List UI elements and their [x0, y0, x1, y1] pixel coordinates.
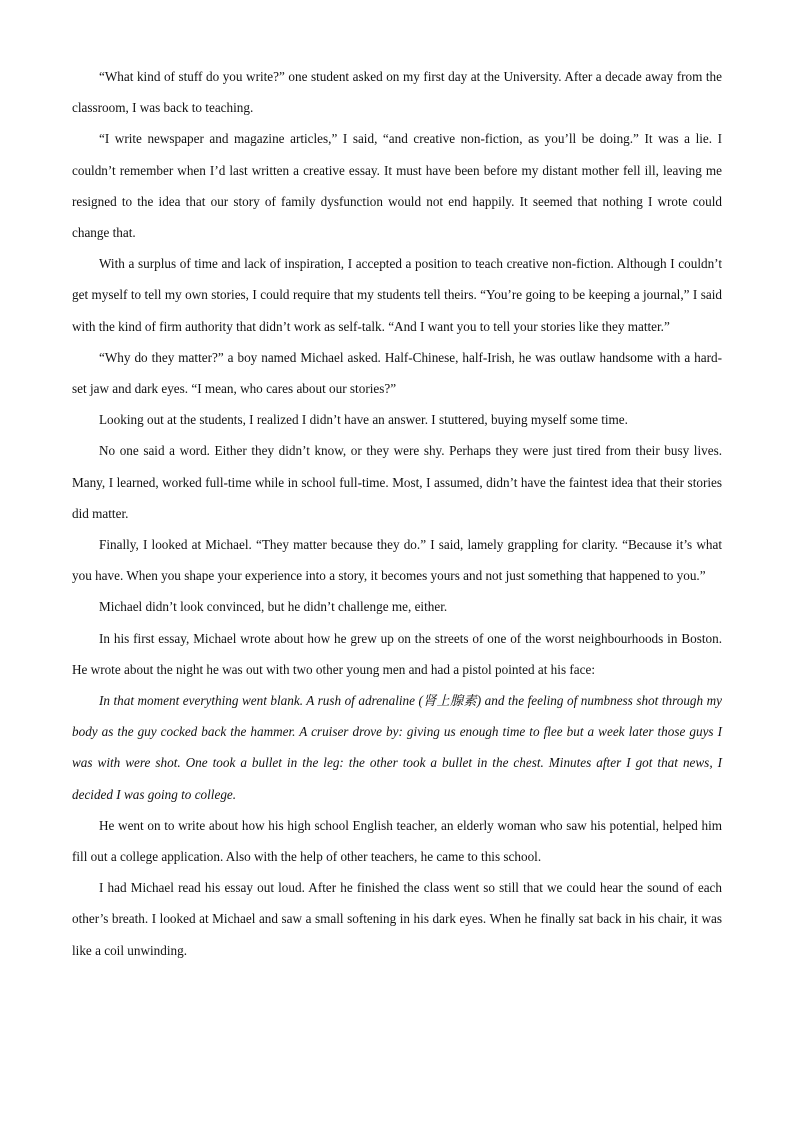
paragraph-michael-question: “Why do they matter?” a boy named Michael asked. Half-Chinese, half-Irish, he was outlaw handsome with a hard-set jaw and dark eyes. “I mean, who cares about our stories?”: [72, 349, 722, 397]
paragraph-no-answer: Looking out at the students, I realized I didn’t have an answer. I stuttered, buying myself some time.: [99, 412, 628, 428]
paragraph-silence: No one said a word. Either they didn’t know, or they were shy. Perhaps they were just tired from their busy lives. Many, I learned, worked full-time while in school full-time. Most, I assumed, didn’t have the faintest idea that their stories did matter.: [72, 443, 722, 521]
paragraph-not-convinced: Michael didn’t look convinced, but he didn’t challenge me, either.: [99, 599, 448, 615]
paragraph-first-essay: In his first essay, Michael wrote about how he grew up on the streets of one of the worst neighbourhoods in Boston. He wrote about the night he was out with two other young men and had a pistol pointed at his face:: [72, 630, 722, 677]
paragraph-read-aloud: I had Michael read his essay out loud. After he finished the class went so still that we could hear the sound of each other’s breath. I looked at Michael and saw a small softening in his dark eyes. When he finally sat back in his chair, it was like a coil unwinding.: [72, 880, 722, 958]
paragraph-first-day: “What kind of stuff do you write?” one student asked on my first day at the University. After a decade away from the classroom, I was back to teaching.: [72, 69, 722, 116]
paragraph-teaching-position: With a surplus of time and lack of inspiration, I accepted a position to teach creative non-fiction. Although I couldn’t get myself to tell my own stories, I could require that my students tell theirs. “You’re going to be keeping a journal,” I said with the kind of firm authority that didn’t work as self-talk. “And I want you to tell your stories like they matter.”: [72, 256, 722, 334]
paragraph-lie: “I write newspaper and magazine articles,” I said, “and creative non-fiction, as you’ll be doing.” It was a lie. I couldn’t remember when I’d last written a creative essay. It must have been before my distant mother fell ill, leaving me resigned to the idea that our story of family dysfunction would not end happily. It seemed that nothing I wrote could change that.: [72, 131, 722, 241]
paragraph-why-stories-matter: Finally, I looked at Michael. “They matter because they do.” I said, lamely grappling for clarity. “Because it’s what you have. When you shape your experience into a story, it becomes yours and not just something that happened to you.”: [72, 537, 722, 584]
paragraph-teacher-help: He went on to write about how his high school English teacher, an elderly woman who saw his potential, helped him fill out a college application. Also with the help of other teachers, he came to this school.: [72, 817, 722, 865]
paragraph-essay-quote: In that moment everything went blank. A rush of adrenaline (肾上腺素) and the feeling of numbness shot through my body as the guy cocked back the hammer. A cruiser drove by: giving us enough time to flee but a week later those guys I was with were shot. One took a bullet in the leg: the other took a bullet in the chest. Minutes after I got that news, I decided I was going to college.: [72, 693, 722, 802]
document-page: [72, 61, 722, 966]
